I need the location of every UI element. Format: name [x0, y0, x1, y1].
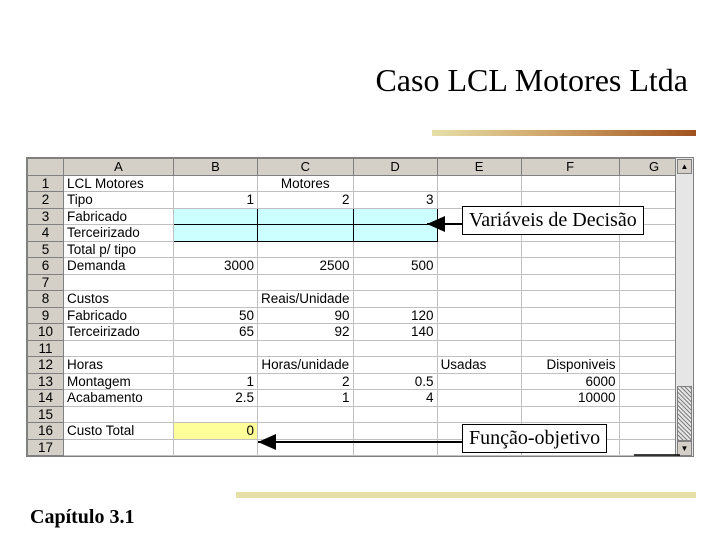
cell[interactable]: 1 — [174, 373, 258, 390]
cell[interactable]: Tipo — [64, 192, 174, 209]
row-header[interactable]: 9 — [28, 307, 64, 324]
row-header[interactable]: 2 — [28, 192, 64, 209]
cell[interactable]: Terceirizado — [64, 225, 174, 242]
column-header[interactable]: G — [619, 159, 689, 176]
cell[interactable]: 2500 — [258, 258, 354, 275]
column-header[interactable]: A — [64, 159, 174, 176]
row-header[interactable]: 15 — [28, 406, 64, 423]
row-header[interactable]: 3 — [28, 208, 64, 225]
row-header[interactable]: 14 — [28, 390, 64, 407]
cell[interactable]: 3000 — [174, 258, 258, 275]
cell[interactable]: Demanda — [64, 258, 174, 275]
row-header[interactable]: 11 — [28, 340, 64, 357]
column-header[interactable]: C — [258, 159, 354, 176]
cell[interactable]: LCL Motores — [64, 175, 174, 192]
bottom-rule — [236, 492, 696, 498]
cell[interactable]: Fabricado — [64, 307, 174, 324]
cell[interactable]: 4 — [353, 390, 437, 407]
cell[interactable]: Total p/ tipo — [64, 241, 174, 258]
row-header[interactable]: 8 — [28, 291, 64, 308]
row-header[interactable]: 17 — [28, 439, 64, 456]
decision-variables-callout: Variáveis de Decisão — [462, 206, 644, 235]
cell[interactable]: 90 — [258, 307, 354, 324]
row-header[interactable]: 4 — [28, 225, 64, 242]
column-header[interactable]: B — [174, 159, 258, 176]
cell[interactable]: Disponiveis — [521, 357, 619, 374]
row-header[interactable]: 13 — [28, 373, 64, 390]
row-header[interactable]: 16 — [28, 423, 64, 440]
cell[interactable]: 3 — [353, 192, 437, 209]
cell[interactable]: Horas/unidade — [258, 357, 354, 374]
cell[interactable]: 120 — [353, 307, 437, 324]
cell[interactable]: 2 — [258, 373, 354, 390]
cell[interactable]: 500 — [353, 258, 437, 275]
column-header[interactable]: F — [521, 159, 619, 176]
row-header[interactable]: 7 — [28, 274, 64, 291]
cell[interactable]: Fabricado — [64, 208, 174, 225]
cell[interactable]: Custos — [64, 291, 174, 308]
row-header[interactable]: 12 — [28, 357, 64, 374]
cell[interactable]: 2 — [258, 192, 354, 209]
cell[interactable]: 1 — [174, 192, 258, 209]
row-header[interactable]: 1 — [28, 175, 64, 192]
cell[interactable]: 6000 — [521, 373, 619, 390]
column-header[interactable]: D — [353, 159, 437, 176]
chapter-label: Capítulo 3.1 — [30, 506, 135, 528]
cell[interactable]: Terceirizado — [64, 324, 174, 341]
cell[interactable]: 65 — [174, 324, 258, 341]
cell[interactable]: 2.5 — [174, 390, 258, 407]
objective-cell[interactable]: 0 — [174, 423, 258, 440]
scroll-down-button[interactable]: ▼ — [677, 441, 692, 456]
row-header[interactable]: 6 — [28, 258, 64, 275]
row-header[interactable]: 5 — [28, 241, 64, 258]
objective-function-callout: Função-objetivo — [462, 424, 607, 453]
cell[interactable]: Usadas — [437, 357, 521, 374]
row-header[interactable]: 10 — [28, 324, 64, 341]
cell[interactable]: 0.5 — [353, 373, 437, 390]
scroll-up-button[interactable]: ▲ — [677, 159, 692, 174]
slide-title: Caso LCL Motores Ltda — [375, 62, 688, 98]
cell[interactable]: 1 — [258, 390, 354, 407]
cell[interactable]: Montagem — [64, 373, 174, 390]
cell[interactable]: 10000 — [521, 390, 619, 407]
cell[interactable]: Acabamento — [64, 390, 174, 407]
cell[interactable]: 92 — [258, 324, 354, 341]
cell[interactable]: 50 — [174, 307, 258, 324]
cell[interactable]: 140 — [353, 324, 437, 341]
cell[interactable]: Reais/Unidade — [258, 291, 354, 308]
cell[interactable]: Motores — [258, 175, 354, 192]
column-header[interactable]: E — [437, 159, 521, 176]
cell[interactable]: Horas — [64, 357, 174, 374]
cell[interactable]: Custo Total — [64, 423, 174, 440]
